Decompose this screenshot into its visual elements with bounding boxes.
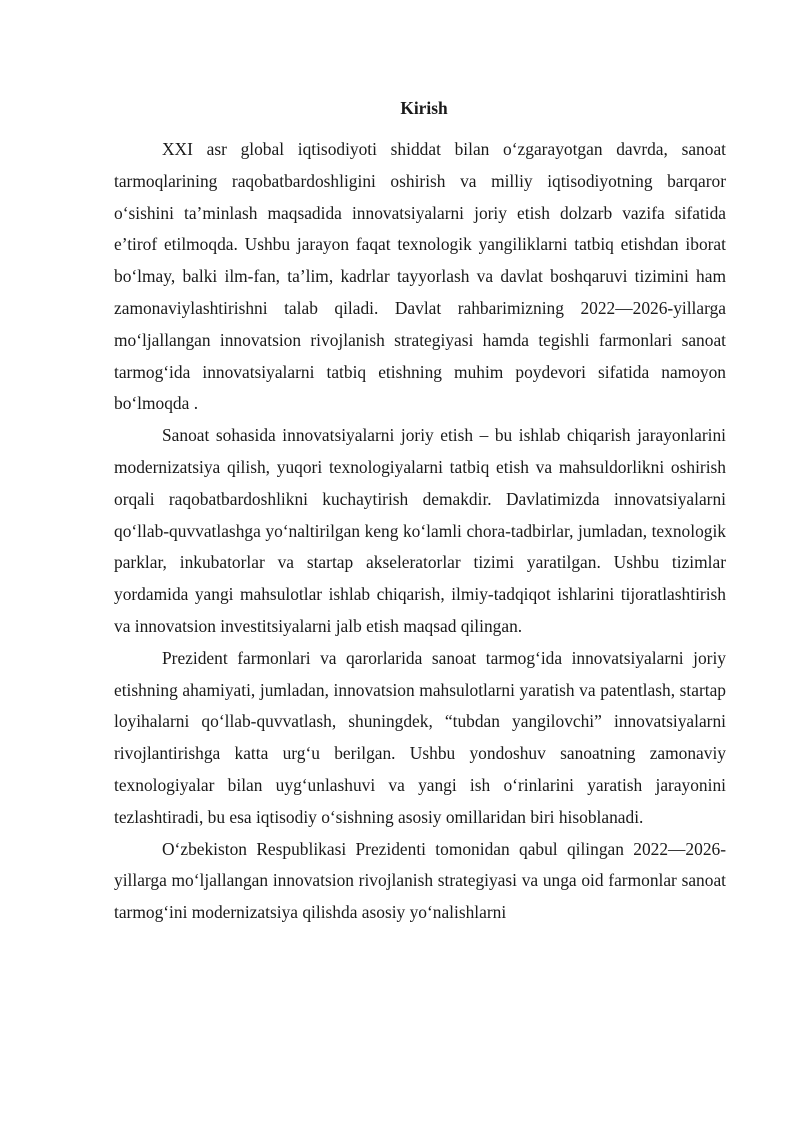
- paragraph-4: O‘zbekiston Respublikasi Prezidenti tomonidan qabul qilingan 2022—2026-yillarga mo‘ljallangan innovatsion rivojlanish strategiyasi va unga oid farmonlar sanoat tarmog‘ini modernizatsiya qilishda asosiy yo‘nalishlarni: [114, 838, 726, 923]
- paragraph-3: Prezident farmonlari va qarorlarida sanoat tarmog‘ida innovatsiyalarni joriy etishning ahamiyati, jumladan, innovatsion mahsulotlarni yaratish va patentlash, startap loyihalarni qo‘llab-quvvatlash, shuningdek, “tubdan yangilovchi” innovatsiyalarni rivojlantirishga katta urg‘u berilgan. Ushbu yondoshuv sanoatning zamonaviy texnologiyalar bilan uyg‘unlashuvi va yangi ish o‘rinlarini yaratish jarayonini tezlashtiradi, bu esa iqtisodiy o‘sishning asosiy omillaridan biri hisoblanadi.: [114, 647, 726, 827]
- document-body: [114, 94, 726, 929]
- paragraph-2: Sanoat sohasida innovatsiyalarni joriy etish – bu ishlab chiqarish jarayonlarini modernizatsiya qilish, yuqori texnologiyalarni tatbiq etish va mahsuldorlikni oshirish orqali raqobatbardoshlikni kuchaytirish demakdir. Davlatimizda innovatsiyalarni qo‘llab-quvvatlashga yo‘naltirilgan keng ko‘lamli chora-tadbirlar, jumladan, texnologik parklar, inkubatorlar va startap akseleratorlar tizimi yaratilgan. Ushbu tizimlar yordamida yangi mahsulotlar ishlab chiqarish, ilmiy-tadqiqot ishlarini tijoratlashtirish va innovatsion investitsiyalarni jalb etish maqsad qilingan.: [114, 425, 726, 636]
- paragraph-1: XXI asr global iqtisodiyoti shiddat bilan o‘zgarayotgan davrda, sanoat tarmoqlarining raqobatbardoshligini oshirish va milliy iqtisodiyotning barqaror o‘sishini ta’minlash maqsadida innovatsiyalarni joriy etish dolzarb vazifa sifatida e’tirof etilmoqda. Ushbu jarayon faqat texnologik yangiliklarni tatbiq etishdan iborat bo‘lmay, balki ilm-fan, ta’lim, kadrlar tayyorlash va davlat boshqaruvi tizimini ham zamonaviylashtirishni talab qiladi. Davlat rahbarimizning 2022—2026-yillarga mo‘ljallangan innovatsion rivojlanish strategiyasi hamda tegishli farmonlari sanoat tarmog‘ida innovatsiyalarni tatbiq etishning muhim poydevori sifatida namoyon bo‘lmoqda .: [114, 139, 726, 414]
- page-title: Kirish: [400, 98, 448, 118]
